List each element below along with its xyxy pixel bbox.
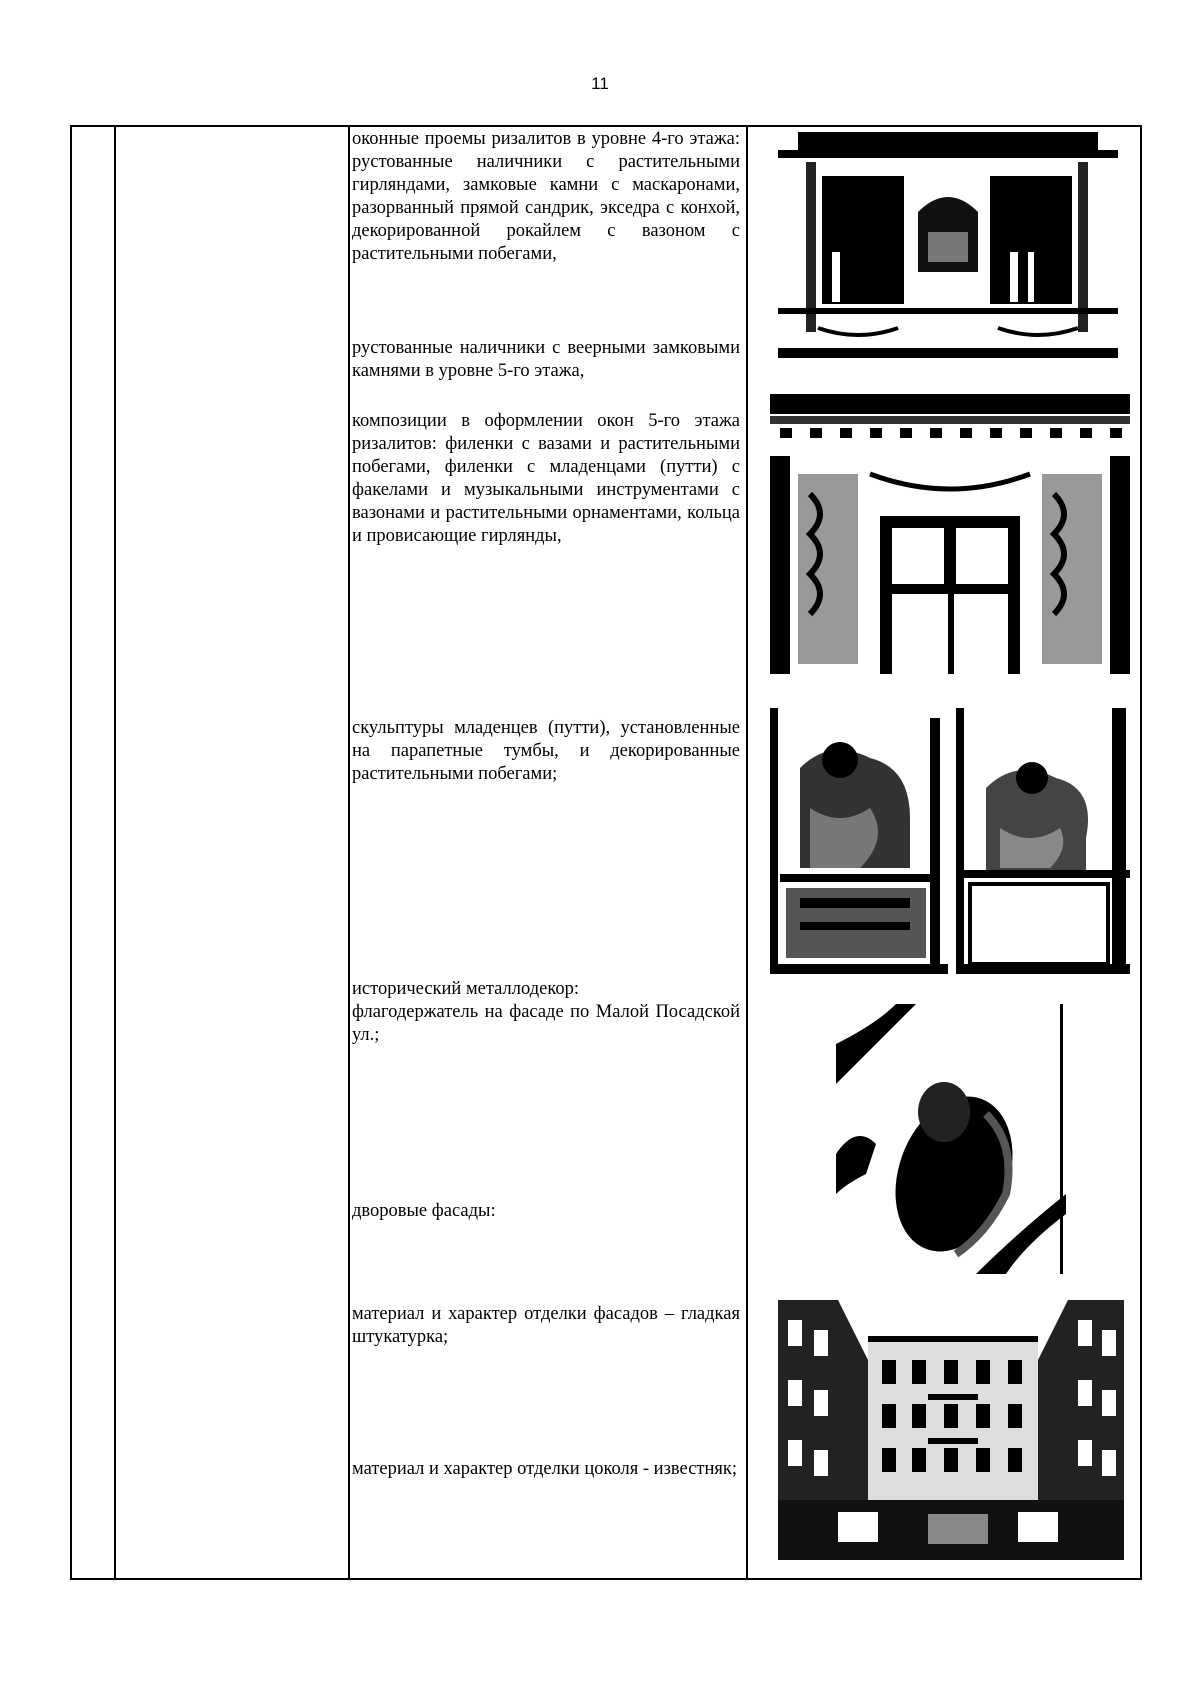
page-number: 11: [591, 74, 609, 93]
description-paragraph: рустованные наличники с веерными замковыми камнями в уровне 5-го этажа,: [352, 338, 740, 381]
photo-courtyard-facades: [778, 1300, 1124, 1560]
column-divider: [348, 127, 350, 1578]
description-paragraph: дворовые фасады:: [352, 1201, 496, 1221]
description-paragraph: исторический металлодекор:: [352, 979, 580, 999]
description-paragraph: композиции в оформлении окон 5-го этажа ризалитов: филенки с вазами и растительными побегами, филенки с младенцами (путти) с факелами и музыкальными инструментами с вазонами и растительными орнаментами, кольца и провисающие гирлянды,: [352, 411, 740, 546]
photo-window-compositions: [770, 394, 1130, 674]
description-paragraph: оконные проемы ризалитов в уровне 4-го этажа: рустованные наличники с растительными гирляндами, замковые камни с маскаронами, разорванный прямой сандрик, экседра с конхой, декорированной рокайлем с вазоном с растительными побегами,: [352, 129, 740, 264]
description-paragraph: материал и характер отделки цоколя - известняк;: [352, 1459, 738, 1479]
photo-flag-holder: [836, 1004, 1066, 1274]
column-divider: [114, 127, 116, 1578]
description-paragraph: скульптуры младенцев (путти), установленные на парапетные тумбы, и декорированные растительными побегами;: [352, 718, 740, 784]
column-divider: [746, 127, 748, 1578]
photo-window-openings: [778, 132, 1118, 358]
photo-putti-sculptures-right: [956, 708, 1130, 974]
description-paragraph: флагодержатель на фасаде по Малой Посадской ул.;: [352, 1002, 740, 1045]
description-paragraph: материал и характер отделки фасадов – гладкая штукатурка;: [352, 1304, 740, 1347]
photo-putti-sculptures-left: [770, 708, 948, 974]
